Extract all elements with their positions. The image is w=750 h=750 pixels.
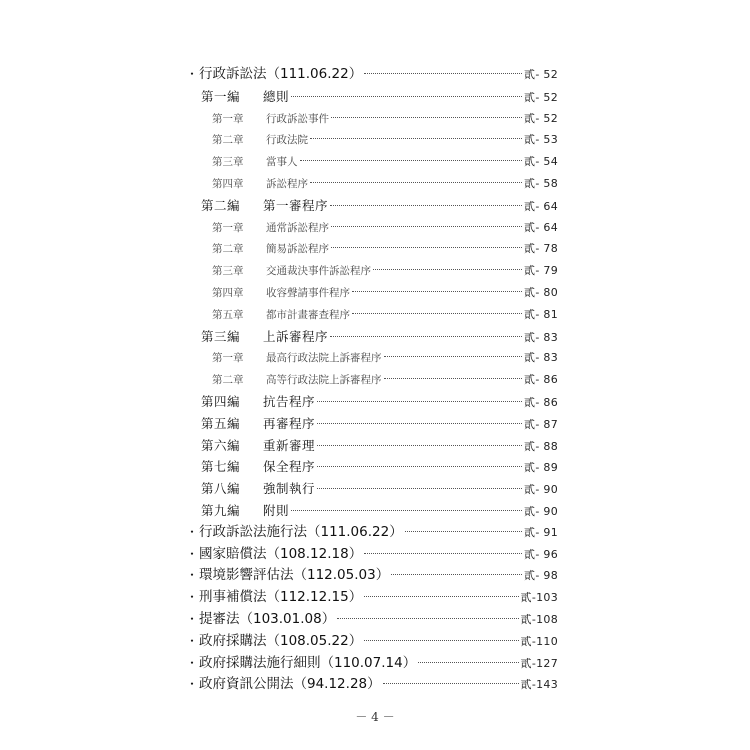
volume-marker: 貳 bbox=[524, 133, 536, 147]
volume-marker: 貳 bbox=[524, 199, 536, 213]
entry-title: 交通裁決事件訴訟程序 bbox=[266, 265, 371, 278]
entry-label bbox=[212, 370, 382, 392]
page-number: -127 bbox=[531, 656, 558, 670]
toc-entry-bian bbox=[186, 500, 558, 522]
bullet-marker: ・ bbox=[186, 590, 199, 605]
page-number: - 90 bbox=[535, 504, 558, 518]
dot-leader bbox=[373, 269, 522, 270]
section-number: 第五章 bbox=[212, 308, 244, 321]
dot-leader bbox=[310, 138, 522, 139]
dot-leader bbox=[364, 640, 518, 641]
entry-title: 訴訟程序 bbox=[266, 177, 308, 190]
entry-label bbox=[199, 674, 381, 696]
volume-marker: 貳 bbox=[524, 155, 536, 169]
entry-label bbox=[201, 456, 315, 478]
entry-title: 刑事補償法（112.12.15） bbox=[199, 589, 363, 606]
entry-label bbox=[199, 522, 403, 544]
dot-leader bbox=[291, 510, 522, 511]
page-reference bbox=[524, 565, 558, 587]
entry-title: 最高行政法院上訴審程序 bbox=[266, 352, 382, 365]
volume-marker: 貳 bbox=[524, 569, 536, 583]
toc-entry-zhang bbox=[186, 151, 558, 173]
volume-marker: 貳 bbox=[524, 68, 536, 81]
dot-leader bbox=[364, 596, 518, 597]
bullet-marker: ・ bbox=[186, 524, 199, 539]
page-reference bbox=[524, 436, 558, 458]
page-reference bbox=[521, 609, 558, 631]
toc-entry-bian bbox=[186, 435, 558, 457]
toc-entry-zhang bbox=[186, 282, 558, 304]
entry-title: 通常訴訟程序 bbox=[266, 221, 329, 234]
volume-marker: 貳 bbox=[520, 634, 532, 648]
entry-title: 環境影響評估法（112.05.03） bbox=[199, 567, 390, 584]
volume-marker: 貳 bbox=[524, 483, 536, 497]
page-reference bbox=[521, 587, 558, 609]
volume-marker: 貳 bbox=[524, 351, 536, 365]
page-reference bbox=[524, 327, 558, 349]
dot-leader bbox=[330, 336, 522, 337]
page-number: - 89 bbox=[535, 461, 558, 475]
toc-entry-bian bbox=[186, 478, 558, 500]
entry-title: 政府採購法（108.05.22） bbox=[199, 632, 363, 649]
toc-entry-zhang bbox=[186, 260, 558, 282]
entry-label bbox=[212, 261, 371, 283]
page-reference bbox=[524, 260, 558, 282]
page-reference bbox=[524, 173, 558, 195]
toc-entry-zhang bbox=[186, 173, 558, 195]
toc-entry-law bbox=[186, 674, 558, 696]
section-number: 第二章 bbox=[212, 374, 244, 387]
toc-entry-law bbox=[186, 587, 558, 609]
dot-leader bbox=[330, 205, 522, 206]
entry-title: 提審法（103.01.08） bbox=[199, 610, 336, 627]
dot-leader bbox=[352, 291, 522, 292]
page-number: - 91 bbox=[535, 525, 558, 539]
entry-label bbox=[212, 109, 329, 131]
volume-marker: 貳 bbox=[524, 525, 536, 539]
volume-marker: 貳 bbox=[524, 176, 536, 190]
section-number: 第三編 bbox=[201, 328, 241, 344]
dot-leader bbox=[364, 73, 522, 74]
toc-entry-law bbox=[186, 522, 558, 544]
entry-label bbox=[199, 609, 335, 631]
volume-marker: 貳 bbox=[520, 612, 532, 626]
page-number: -108 bbox=[531, 612, 558, 626]
page-number: - 80 bbox=[535, 285, 558, 299]
volume-marker: 貳 bbox=[524, 461, 536, 475]
bullet-marker: ・ bbox=[186, 568, 199, 583]
entry-label bbox=[212, 152, 298, 174]
toc-entry-law bbox=[186, 653, 558, 675]
entry-label bbox=[199, 64, 362, 86]
toc-entry-zhang bbox=[186, 108, 558, 130]
entry-title: 第一審程序 bbox=[263, 197, 329, 213]
toc-entry-bian bbox=[186, 86, 558, 108]
toc-entry-bian bbox=[186, 326, 558, 348]
entry-label bbox=[201, 413, 315, 435]
page-reference bbox=[521, 674, 558, 696]
page-reference bbox=[524, 347, 558, 369]
dot-leader bbox=[337, 618, 518, 619]
bullet-marker: ・ bbox=[186, 611, 199, 626]
page-reference bbox=[524, 282, 558, 304]
bullet-marker: ・ bbox=[186, 67, 199, 81]
section-number: 第三章 bbox=[212, 265, 244, 278]
volume-marker: 貳 bbox=[524, 220, 536, 234]
section-number: 第一編 bbox=[201, 88, 241, 104]
page-reference bbox=[524, 457, 558, 479]
section-number: 第八編 bbox=[201, 481, 241, 497]
entry-title: 保全程序 bbox=[263, 459, 316, 475]
page-reference bbox=[524, 217, 558, 239]
section-number: 第六編 bbox=[201, 437, 241, 453]
entry-title: 收容聲請事件程序 bbox=[266, 286, 350, 299]
page-number: - 90 bbox=[535, 483, 558, 497]
dot-leader bbox=[291, 96, 522, 97]
page-number: -110 bbox=[531, 634, 558, 648]
entry-label bbox=[212, 283, 350, 305]
page-number: - 78 bbox=[535, 242, 558, 256]
dot-leader bbox=[331, 247, 522, 248]
entry-title: 政府採購法施行細則（110.07.14） bbox=[199, 654, 417, 671]
page-number-footer: － 4 － bbox=[355, 710, 395, 724]
volume-marker: 貳 bbox=[524, 547, 536, 561]
volume-marker: 貳 bbox=[524, 504, 536, 518]
entry-title: 行政訴訟事件 bbox=[266, 112, 329, 125]
dot-leader bbox=[384, 378, 523, 379]
volume-marker: 貳 bbox=[524, 439, 536, 453]
bullet-marker: ・ bbox=[186, 546, 199, 561]
page-number: - 64 bbox=[535, 199, 558, 213]
page-reference bbox=[524, 544, 558, 566]
toc-entry-zhang bbox=[186, 217, 558, 239]
entry-title: 政府資訊公開法（94.12.28） bbox=[199, 676, 381, 693]
page-number: - 81 bbox=[535, 307, 558, 321]
dot-leader bbox=[364, 553, 522, 554]
entry-label bbox=[199, 653, 416, 675]
page-reference bbox=[524, 87, 558, 109]
volume-marker: 貳 bbox=[520, 678, 532, 692]
volume-marker: 貳 bbox=[524, 111, 536, 125]
section-number: 第一章 bbox=[212, 221, 244, 234]
page-number: - 86 bbox=[535, 395, 558, 409]
page-number: - 54 bbox=[535, 155, 558, 169]
entry-label bbox=[201, 391, 315, 413]
entry-title: 當事人 bbox=[266, 156, 298, 169]
dot-leader bbox=[383, 683, 519, 684]
entry-title: 附則 bbox=[263, 502, 290, 518]
entry-title: 上訴審程序 bbox=[263, 328, 329, 344]
section-number: 第一章 bbox=[212, 112, 244, 125]
dot-leader bbox=[352, 313, 522, 314]
bullet-marker: ・ bbox=[186, 633, 199, 648]
entry-label bbox=[199, 544, 362, 566]
entry-label bbox=[201, 500, 289, 522]
entry-label bbox=[212, 348, 382, 370]
page-reference bbox=[524, 414, 558, 436]
page-reference bbox=[524, 108, 558, 130]
section-number: 第九編 bbox=[201, 502, 241, 518]
entry-label bbox=[212, 239, 329, 261]
dot-leader bbox=[317, 401, 522, 402]
page-number: - 53 bbox=[535, 133, 558, 147]
page-number: - 52 bbox=[535, 90, 558, 104]
section-number: 第二章 bbox=[212, 243, 244, 256]
entry-label bbox=[201, 86, 289, 108]
page-number: - 52 bbox=[535, 111, 558, 125]
section-number: 第二編 bbox=[201, 197, 241, 213]
toc-entry-law bbox=[186, 64, 558, 86]
volume-marker: 貳 bbox=[524, 242, 536, 256]
page-number: - 79 bbox=[535, 264, 558, 278]
page-number: - 58 bbox=[535, 176, 558, 190]
page-reference bbox=[524, 369, 558, 391]
entry-title: 抗告程序 bbox=[263, 393, 316, 409]
toc-entry-zhang bbox=[186, 347, 558, 369]
entry-label bbox=[212, 130, 308, 152]
section-number: 第一章 bbox=[212, 352, 244, 365]
dot-leader bbox=[317, 488, 522, 489]
section-number: 第二章 bbox=[212, 134, 244, 147]
volume-marker: 貳 bbox=[524, 307, 536, 321]
entry-label bbox=[199, 631, 362, 653]
dot-leader bbox=[317, 445, 522, 446]
entry-label bbox=[201, 478, 315, 500]
volume-marker: 貳 bbox=[524, 330, 536, 344]
page-reference bbox=[524, 501, 558, 523]
toc-entry-bian bbox=[186, 195, 558, 217]
entry-title: 都市計畫審查程序 bbox=[266, 308, 350, 321]
page-number: - 86 bbox=[535, 373, 558, 387]
page-number: - 64 bbox=[535, 220, 558, 234]
dot-leader bbox=[300, 160, 523, 161]
entry-title: 行政法院 bbox=[266, 134, 308, 147]
page-number: -143 bbox=[531, 678, 558, 692]
toc-entry-law bbox=[186, 609, 558, 631]
volume-marker: 貳 bbox=[524, 373, 536, 387]
entry-label bbox=[212, 218, 329, 240]
volume-marker: 貳 bbox=[520, 656, 532, 670]
section-number: 第四章 bbox=[212, 177, 244, 190]
bullet-marker: ・ bbox=[186, 677, 199, 692]
dot-leader bbox=[317, 423, 522, 424]
toc-entry-law bbox=[186, 544, 558, 566]
entry-label bbox=[201, 326, 328, 348]
volume-marker: 貳 bbox=[524, 395, 536, 409]
toc-entry-zhang bbox=[186, 129, 558, 151]
volume-marker: 貳 bbox=[520, 591, 532, 605]
page-number: - 52 bbox=[535, 68, 558, 81]
page-reference bbox=[524, 196, 558, 218]
page-reference bbox=[524, 238, 558, 260]
page-reference bbox=[521, 653, 558, 675]
page-reference bbox=[524, 392, 558, 414]
toc-entry-bian bbox=[186, 391, 558, 413]
page-reference bbox=[524, 522, 558, 544]
dot-leader bbox=[331, 226, 522, 227]
toc-entry-zhang bbox=[186, 369, 558, 391]
page-reference bbox=[524, 64, 558, 86]
entry-label bbox=[212, 305, 350, 327]
toc-entry-bian bbox=[186, 413, 558, 435]
entry-title: 總則 bbox=[263, 88, 290, 104]
entry-label bbox=[199, 587, 362, 609]
entry-title: 再審程序 bbox=[263, 415, 316, 431]
volume-marker: 貳 bbox=[524, 417, 536, 431]
section-number: 第三章 bbox=[212, 156, 244, 169]
page-number: - 83 bbox=[535, 330, 558, 344]
page-reference bbox=[524, 129, 558, 151]
entry-title: 重新審理 bbox=[263, 437, 316, 453]
page-number: - 98 bbox=[535, 569, 558, 583]
dot-leader bbox=[384, 356, 523, 357]
toc-entry-law bbox=[186, 565, 558, 587]
dot-leader bbox=[418, 662, 518, 663]
entry-title: 高等行政法院上訴審程序 bbox=[266, 374, 382, 387]
entry-label bbox=[201, 195, 328, 217]
page-number: - 87 bbox=[535, 417, 558, 431]
section-number: 第四編 bbox=[201, 393, 241, 409]
volume-marker: 貳 bbox=[524, 90, 536, 104]
section-number: 第五編 bbox=[201, 415, 241, 431]
volume-marker: 貳 bbox=[524, 285, 536, 299]
entry-title: 強制執行 bbox=[263, 481, 316, 497]
page-reference bbox=[524, 304, 558, 326]
page-number: -103 bbox=[531, 591, 558, 605]
page-reference bbox=[524, 479, 558, 501]
toc-entry-bian bbox=[186, 456, 558, 478]
page-number: - 88 bbox=[535, 439, 558, 453]
volume-marker: 貳 bbox=[524, 264, 536, 278]
section-number: 第七編 bbox=[201, 459, 241, 475]
bullet-marker: ・ bbox=[186, 655, 199, 670]
dot-leader bbox=[391, 574, 522, 575]
dot-leader bbox=[331, 117, 522, 118]
entry-title: 行政訴訟法（111.06.22） bbox=[199, 66, 363, 82]
entry-title: 行政訴訟法施行法（111.06.22） bbox=[199, 523, 403, 540]
page-reference bbox=[521, 631, 558, 653]
entry-label bbox=[201, 435, 315, 457]
entry-title: 國家賠償法（108.12.18） bbox=[199, 545, 363, 562]
entry-title: 簡易訴訟程序 bbox=[266, 243, 329, 256]
section-number: 第四章 bbox=[212, 286, 244, 299]
table-of-contents bbox=[186, 64, 558, 696]
toc-entry-zhang bbox=[186, 238, 558, 260]
entry-label bbox=[199, 565, 389, 587]
entry-label bbox=[212, 174, 308, 196]
dot-leader bbox=[310, 182, 522, 183]
toc-entry-zhang bbox=[186, 304, 558, 326]
page-number: - 96 bbox=[535, 547, 558, 561]
dot-leader bbox=[405, 531, 522, 532]
dot-leader bbox=[317, 466, 522, 467]
page-reference bbox=[524, 151, 558, 173]
page-number: - 83 bbox=[535, 351, 558, 365]
toc-entry-law bbox=[186, 631, 558, 653]
